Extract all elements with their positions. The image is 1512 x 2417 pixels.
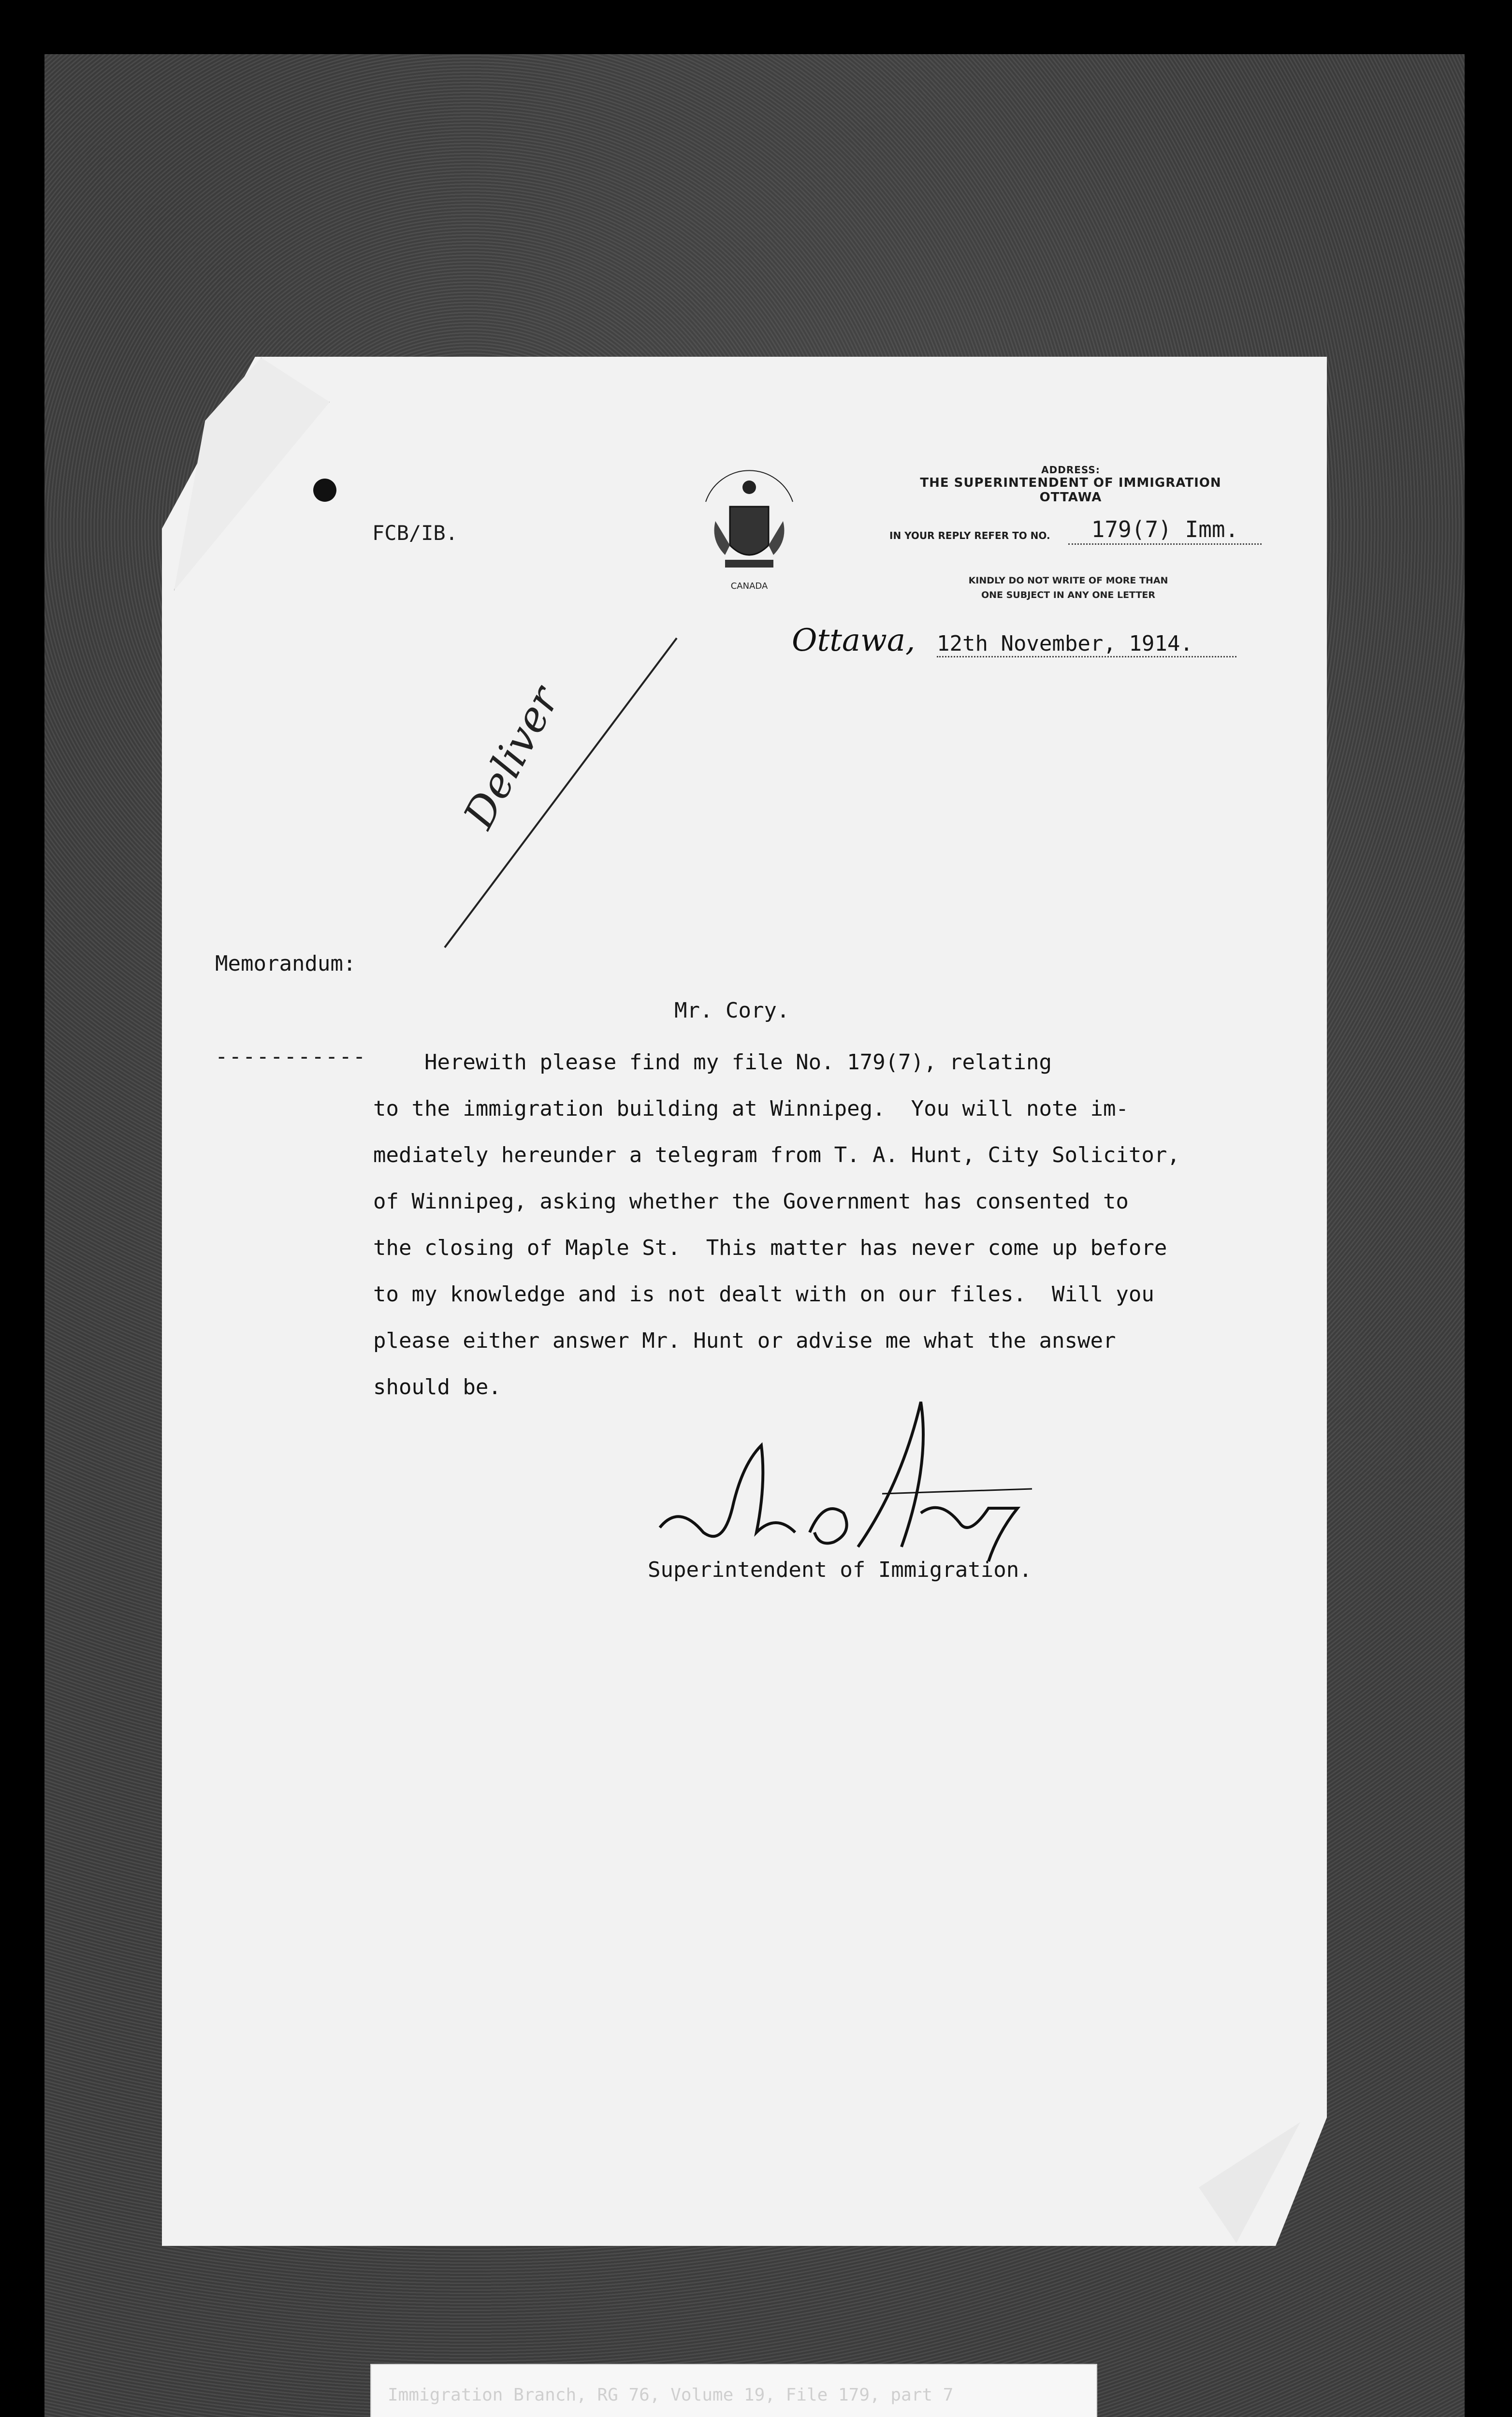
- reply-reference-row: [889, 516, 1276, 545]
- handwritten-deliver-annotation: [425, 628, 696, 967]
- address-label: ADDRESS:: [1041, 464, 1100, 476]
- body-line: Herewith please find my file No. 179(7), relating: [373, 1050, 1052, 1075]
- notice-line: KINDLY DO NOT WRITE OF MORE THAN: [968, 575, 1168, 586]
- body-line: to the immigration building at Winnipeg. You will note im-: [373, 1096, 1129, 1121]
- reference-initials: FCB/IB.: [372, 521, 458, 545]
- body-line: to my knowledge and is not dealt with on our files. Will you: [373, 1282, 1154, 1307]
- body-line: the closing of Maple St. This matter has never come up before: [373, 1236, 1167, 1260]
- body-line: mediately hereunder a telegram from T. A. Hunt, City Solicitor,: [373, 1143, 1180, 1167]
- reply-label: IN YOUR REPLY REFER TO NO.: [889, 530, 1050, 541]
- dash-rule: -----------: [215, 1044, 367, 1069]
- catalog-label-strip: [370, 2364, 1097, 2417]
- memo-body: [373, 1039, 1311, 1411]
- svg-text:CANADA: CANADA: [730, 581, 768, 591]
- notice-line: ONE SUBJECT IN ANY ONE LETTER: [981, 590, 1156, 600]
- signature-title: Superintendent of Immigration.: [648, 1558, 1032, 1582]
- annotation-text: Deliver: [454, 679, 569, 836]
- ink-spot: [313, 479, 336, 502]
- department-seal-icon: [696, 468, 802, 598]
- letterhead-address: [885, 464, 1257, 505]
- date-text: 12th November, 1914.: [937, 631, 1236, 657]
- addressee-title: THE SUPERINTENDENT OF IMMIGRATION: [920, 476, 1221, 490]
- letterhead-city: OTTAWA: [1039, 490, 1102, 505]
- memo-addressee: Mr. Cory.: [674, 998, 790, 1023]
- letterhead-notice: [933, 573, 1204, 602]
- memorandum-label: Memorandum:: [215, 951, 356, 976]
- body-line: of Winnipeg, asking whether the Government has consented to: [373, 1189, 1129, 1214]
- date-city: Ottawa,: [792, 623, 916, 658]
- catalog-text: Immigration Branch, RG 76, Volume 19, File 179, part 7: [388, 2385, 954, 2405]
- body-line: should be.: [373, 1375, 501, 1399]
- body-line: please either answer Mr. Hunt or advise me what the answer: [373, 1328, 1116, 1353]
- date-line: [792, 623, 1246, 666]
- reply-number: 179(7) Imm.: [1068, 516, 1262, 545]
